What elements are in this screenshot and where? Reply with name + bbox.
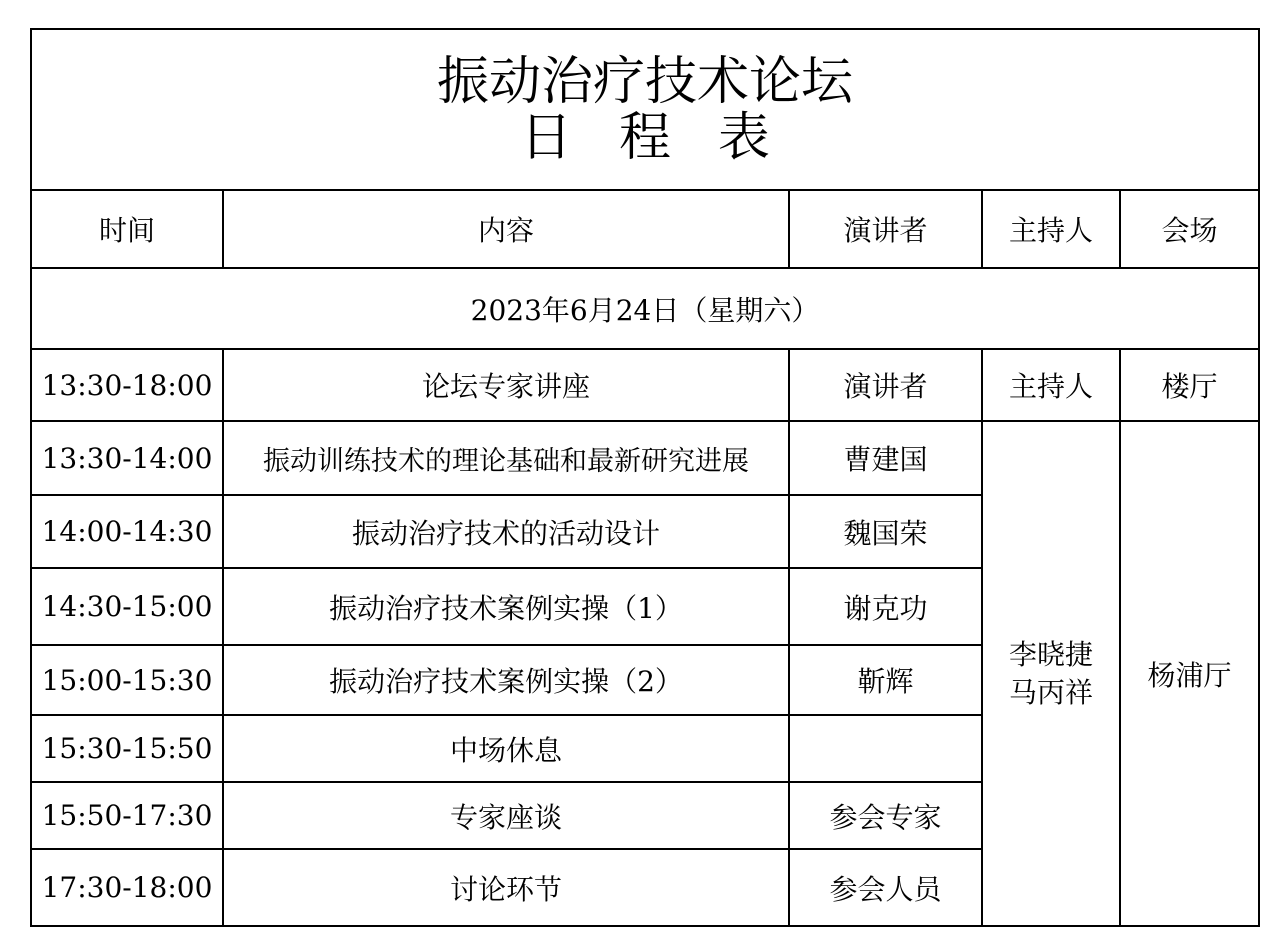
- header-host: 主持人: [982, 190, 1120, 268]
- host-name: 李晓捷: [1008, 637, 1093, 671]
- host-name: 马丙祥: [1008, 675, 1093, 709]
- session-venue: 楼厅: [1120, 349, 1259, 421]
- row-speaker: 靳辉: [789, 645, 982, 715]
- row-content: 专家座谈: [223, 782, 789, 849]
- row-time: 15:50-17:30: [31, 782, 223, 849]
- row-time: 15:30-15:50: [31, 715, 223, 782]
- row-time: 17:30-18:00: [31, 849, 223, 926]
- session-content: 论坛专家讲座: [223, 349, 789, 421]
- header-time: 时间: [31, 190, 223, 268]
- row-speaker: 参会专家: [789, 782, 982, 849]
- row-content: 振动治疗技术案例实操（1）: [223, 568, 789, 645]
- header-content: 内容: [223, 190, 789, 268]
- header-row: [31, 190, 1259, 268]
- header-venue: 会场: [1120, 190, 1259, 268]
- schedule-title: 日程表: [520, 107, 817, 168]
- row-content: 振动治疗技术的活动设计: [223, 495, 789, 568]
- row-content: 振动治疗技术案例实操（2）: [223, 645, 789, 715]
- schedule-table: [30, 28, 1260, 927]
- row-time: 15:00-15:30: [31, 645, 223, 715]
- forum-title: 振动治疗技术论坛: [437, 51, 854, 112]
- row-content: 讨论环节: [223, 849, 789, 926]
- header-speaker: 演讲者: [789, 190, 982, 268]
- row-content: 中场休息: [223, 715, 789, 782]
- row-time: 13:30-14:00: [31, 421, 223, 495]
- row-speaker: 魏国荣: [789, 495, 982, 568]
- table-row: [31, 421, 1259, 495]
- row-speaker: 谢克功: [789, 568, 982, 645]
- row-content: 振动训练技术的理论基础和最新研究进展: [223, 421, 789, 495]
- hosts-cell: [982, 421, 1120, 926]
- title-cell: [31, 29, 1259, 190]
- session-host: 主持人: [982, 349, 1120, 421]
- date-row: [31, 268, 1259, 349]
- title-row: [31, 29, 1259, 190]
- date-cell: 2023年6月24日（星期六）: [31, 268, 1259, 349]
- row-speaker: [789, 715, 982, 782]
- row-time: 14:00-14:30: [31, 495, 223, 568]
- row-time: 14:30-15:00: [31, 568, 223, 645]
- session-speaker: 演讲者: [789, 349, 982, 421]
- row-speaker: 曹建国: [789, 421, 982, 495]
- venue-cell: 杨浦厅: [1120, 421, 1259, 926]
- session-row: [31, 349, 1259, 421]
- session-time: 13:30-18:00: [31, 349, 223, 421]
- row-speaker: 参会人员: [789, 849, 982, 926]
